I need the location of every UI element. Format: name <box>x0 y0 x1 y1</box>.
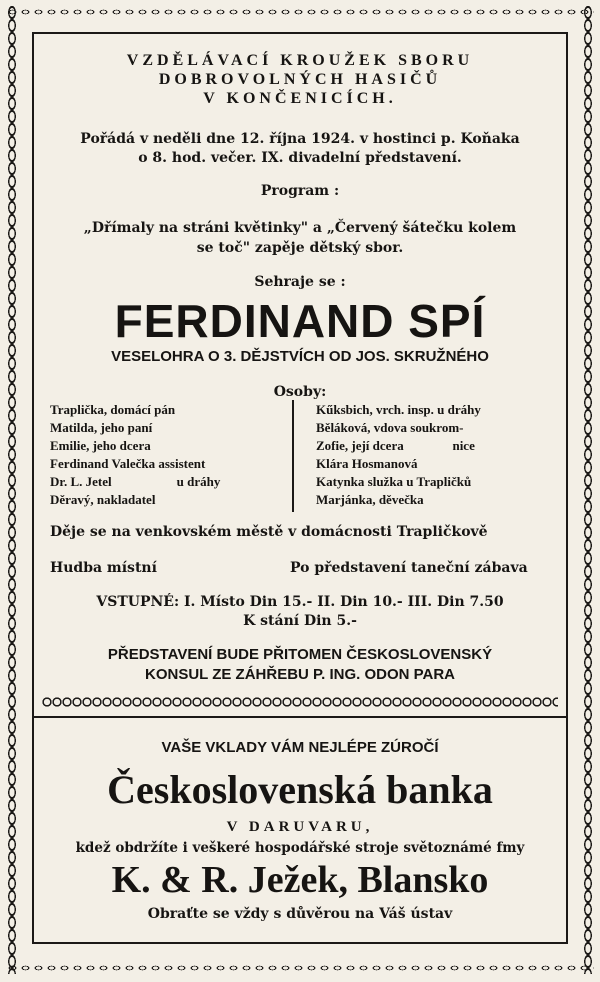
bank-name: Československá banka <box>107 767 493 812</box>
cast-right-6: Marjánka, děvečka <box>316 492 424 507</box>
cast-divider <box>292 400 294 512</box>
consul-line-2: KONSUL ZE ZÁHŘEBU P. ING. ODON PARA <box>144 666 456 683</box>
setting-text: Děje se na venkovském městě v domácnosti Trapličkově <box>50 524 488 540</box>
program-line-2: se toč" zapěje dětský sbor. <box>196 240 404 256</box>
play-subtitle: VESELOHRA O 3. DĚJSTVÍCH OD JOS. SKRUŽNÉHO <box>111 348 489 365</box>
ad-tagline: VAŠE VKLADY VÁM NEJLÉPE ZÚROČÍ <box>161 739 439 756</box>
header-line-1: VZDĚLÁVACÍ KROUŽEK SBORU <box>126 52 474 69</box>
bank-city: V DARUVARU, <box>226 819 374 835</box>
cast-right-3: Zofie, její dcera nice <box>316 438 475 453</box>
play-title: FERDINAND SPÍ <box>114 295 486 347</box>
ad-offer: kdež obdržíte i veškeré hospodářské stroje světoznámé fmy <box>75 840 525 856</box>
cast-left-2: Matilda, jeho paní <box>50 420 153 435</box>
cast-left-4: Ferdinand Valečka assistent <box>50 456 206 471</box>
cast-left-6: Děravý, nakladatel <box>50 492 156 507</box>
top-chain-border <box>6 6 594 18</box>
intro-line-2: o 8. hod. večer. IX. divadelní představení. <box>138 150 462 166</box>
bottom-chain-border <box>6 962 594 974</box>
cast-left-5: Dr. L. Jetel u dráhy <box>50 474 221 489</box>
company-name: K. & R. Ježek, Blansko <box>111 859 489 901</box>
admission-line-2: K stání Din 5.- <box>243 613 357 629</box>
cast-right-4: Klára Hosmanová <box>316 456 418 471</box>
program-label: Program : <box>260 183 340 199</box>
consul-line-1: PŘEDSTAVENÍ BUDE PŘITOMEN ČESKOSLOVENSKÝ <box>107 646 493 663</box>
header-line-2: DOBROVOLNÝCH HASIČŮ <box>158 71 442 88</box>
ornamental-divider <box>42 696 558 708</box>
music-text: Hudba místní <box>50 560 157 576</box>
section-rule <box>32 716 568 718</box>
cast-right-5: Katynka služka u Trapličků <box>316 474 472 489</box>
ad-closing: Obraťte se vždy s důvěrou na Váš ústav <box>147 906 453 922</box>
program-line-1: „Dřímaly na stráni květinky" a „Červený šátečku kolem <box>83 220 517 236</box>
header-line-3: V KONČENICÍCH. <box>203 90 397 107</box>
cast-right-2: Běláková, vdova soukrom- <box>316 420 464 435</box>
cast-left-3: Emilie, jeho dcera <box>50 438 151 453</box>
cast-label: Osoby: <box>273 384 327 400</box>
admission-line-1: VSTUPNÉ: I. Místo Din 15.- II. Din 10.- III. Din 7.50 <box>96 594 504 610</box>
play-intro: Sehraje se : <box>254 274 346 290</box>
cast-right-1: Kűksbich, vrch. insp. u dráhy <box>316 402 481 417</box>
intro-line-1: Pořádá v neděli dne 12. října 1924. v hostinci p. Koňaka <box>80 131 520 147</box>
cast-left-1: Traplička, domácí pán <box>50 402 176 417</box>
dance-text: Po představení taneční zábava <box>290 560 528 576</box>
